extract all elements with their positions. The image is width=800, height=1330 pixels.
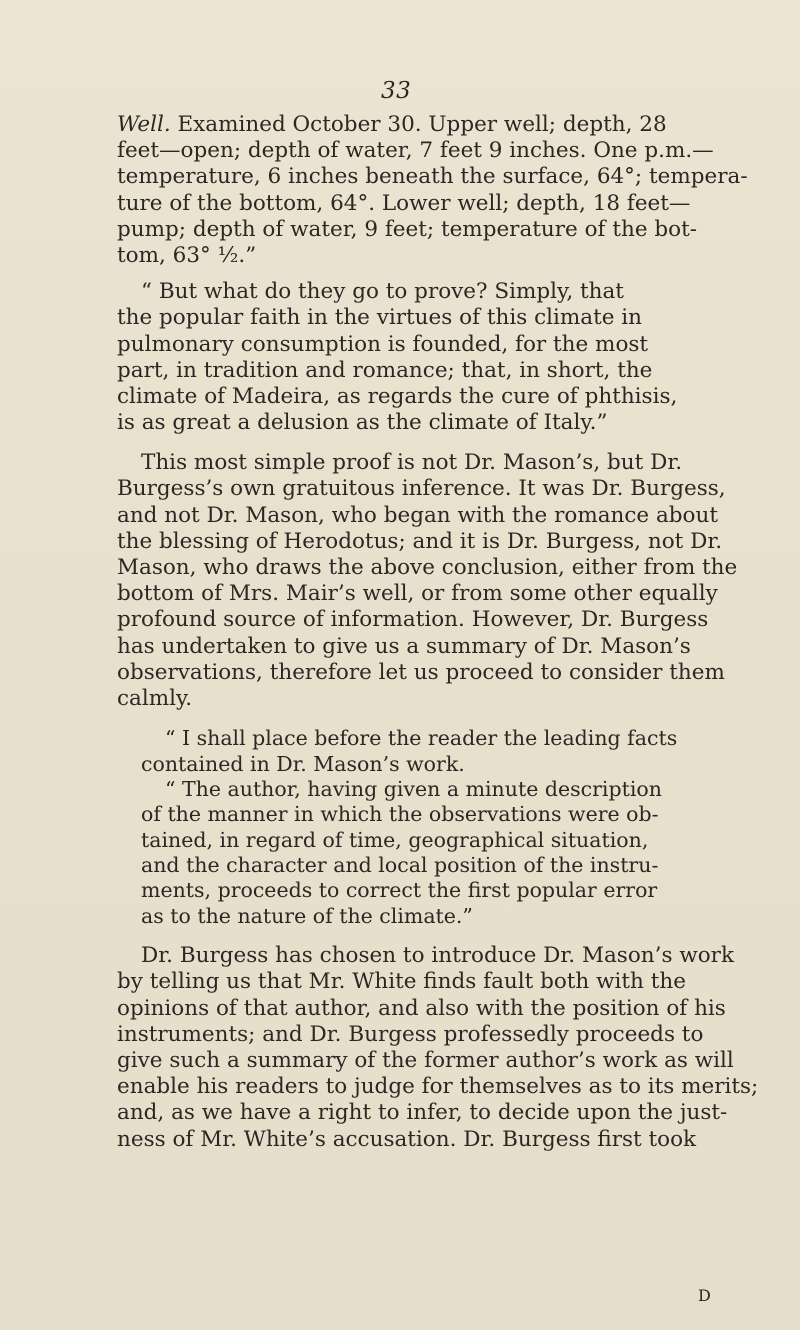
paragraph-gap	[117, 712, 737, 726]
paragraph-line: pulmonary consumption is founded, for the most	[117, 331, 649, 357]
paragraph-line: climate of Madeira, as regards the cure of phthisis,	[117, 383, 678, 409]
paragraph-3	[117, 450, 737, 712]
paragraph-line	[117, 112, 737, 138]
paragraph-line: profound source of information. However, Dr. Burgess	[117, 607, 709, 633]
signature-mark: D	[698, 1286, 712, 1305]
paragraph-line: and, as we have a right to infer, to decide upon the just-	[117, 1100, 728, 1126]
paragraph-line: the popular faith in the virtues of this climate in	[117, 305, 643, 331]
quote-line: tained, in regard of time, geographical situation,	[141, 827, 649, 852]
paragraph-line: give such a summary of the former author’s work as will	[117, 1048, 734, 1073]
paragraph-line: temperature, 6 inches beneath the surface, 64°; tempera-	[117, 164, 748, 190]
paragraph-1	[117, 112, 748, 269]
quote-line: ments, proceeds to correct the first popular error	[141, 878, 658, 903]
paragraph-line: This most simple proof is not Dr. Mason’s, but Dr.	[141, 450, 683, 476]
paragraph-line: instruments; and Dr. Burgess professedly proceeds to	[117, 1021, 704, 1047]
paragraph-4	[117, 943, 759, 1153]
paragraph-line: enable his readers to judge for themselves as to its merits;	[117, 1074, 759, 1100]
paragraph-line: Mason, who draws the above conclusion, either from the	[117, 555, 738, 580]
paragraph-line: opinions of that author, and also with the position of his	[117, 995, 726, 1021]
body-text	[117, 112, 759, 1153]
paragraph-line-text: Examined October 30. Upper well; depth, 28	[170, 112, 667, 137]
paragraph-gap	[117, 929, 737, 943]
paragraph-line: pump; depth of water, 9 feet; temperature of the bot-	[117, 216, 697, 242]
paragraph-line: part, in tradition and romance; that, in short, the	[117, 357, 653, 383]
block-quote-2	[117, 777, 737, 929]
paragraph-line: bottom of Mrs. Mair’s well, or from some other equally	[117, 581, 718, 607]
paragraph-line: and not Dr. Mason, who began with the romance about	[117, 502, 718, 528]
paragraph-line: Burgess’s own gratuitous inference. It was Dr. Burgess,	[117, 476, 726, 502]
paragraph-line: tom, 63° ½.”	[117, 242, 257, 268]
run-in-heading: Well.	[117, 112, 171, 137]
paragraph-gap	[117, 436, 737, 450]
paragraph-gap	[117, 269, 737, 279]
paragraph-line: ture of the bottom, 64°. Lower well; depth, 18 feet—	[117, 190, 691, 216]
paragraph-line: by telling us that Mr. White finds fault both with the	[117, 969, 686, 995]
paragraph-line: observations, therefore let us proceed to consider them	[117, 659, 725, 685]
quote-line: “ I shall place before the reader the leading facts	[165, 726, 678, 751]
quote-line: as to the nature of the climate.”	[141, 903, 473, 928]
paragraph-line: has undertaken to give us a summary of Dr. Mason’s	[117, 633, 691, 659]
quote-line: and the character and local position of the instru-	[141, 853, 659, 878]
block-quote-1	[117, 726, 737, 777]
paragraph-line: is as great a delusion as the climate of Italy.”	[117, 410, 608, 436]
quote-line: “ The author, having given a minute description	[165, 776, 662, 801]
paragraph-2	[117, 279, 737, 436]
paragraph-line: Dr. Burgess has chosen to introduce Dr. Mason’s work	[141, 943, 734, 969]
page-number: 33	[381, 78, 412, 104]
quote-line: of the manner in which the observations were ob-	[141, 802, 659, 827]
paragraph-line: ness of Mr. White’s accusation. Dr. Burgess first took	[117, 1126, 697, 1152]
paragraph-line: the blessing of Herodotus; and it is Dr. Burgess, not Dr.	[117, 528, 723, 554]
paragraph-line: calmly.	[117, 685, 193, 711]
paragraph-line: “ But what do they go to prove? Simply, that	[141, 279, 624, 305]
quote-line: contained in Dr. Mason’s work.	[141, 751, 465, 776]
paragraph-line: feet—open; depth of water, 7 feet 9 inches. One p.m.—	[117, 138, 714, 164]
